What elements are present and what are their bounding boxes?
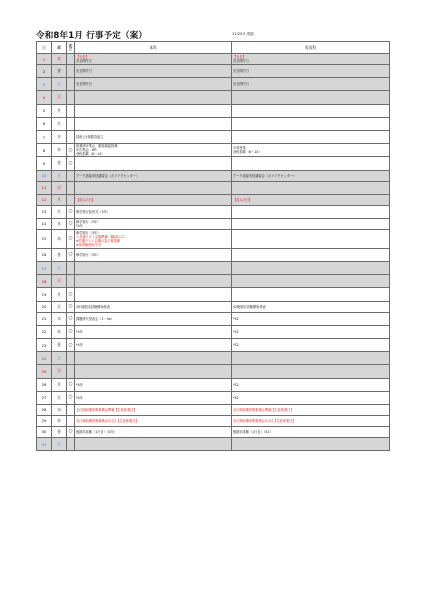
cell-assembly-mark: ○: [67, 288, 75, 301]
cell-assembly-mark: [67, 170, 75, 181]
event-text: S2後期末試験開始発表: [233, 304, 266, 309]
event-text: 全日制前期募集事務会1日目【生徒休業日】: [76, 418, 139, 423]
cell-weekday: 金: [52, 157, 67, 170]
cell-main: [75, 205, 232, 218]
cell-assembly-mark: [67, 404, 75, 415]
event-text: *4年: [76, 223, 83, 228]
as-of-date: 11/25火 現在: [232, 32, 255, 36]
event-text: *S2: [233, 343, 239, 348]
event-text: 登校指導（8～14）: [233, 150, 262, 155]
event-text: 後期末試験（1日目）（S2）: [233, 429, 273, 434]
table-row: [37, 91, 390, 104]
cell-special: [232, 288, 390, 301]
cell-day: 31: [37, 437, 52, 450]
cell-assembly-mark: [67, 365, 75, 378]
cell-weekday: 水: [52, 312, 67, 325]
column-header-mark: 朝会: [67, 42, 75, 54]
cell-weekday: 月: [52, 288, 67, 301]
table-row: [37, 248, 390, 261]
cell-main: [75, 301, 232, 312]
cell-assembly-mark: [67, 91, 75, 104]
cell-special: [232, 415, 390, 426]
cell-weekday: 土: [52, 437, 67, 450]
cell-assembly-mark: [67, 65, 75, 78]
cell-day: 19: [37, 288, 52, 301]
cell-special: [232, 78, 390, 91]
page-title: 令和8年1月 行事予定（案）: [36, 31, 148, 41]
event-text: 平常授業: [233, 146, 246, 151]
cell-assembly-mark: ○: [67, 218, 75, 229]
table-row: [37, 181, 390, 194]
cell-day: 14: [37, 218, 52, 229]
table-row: [37, 378, 390, 391]
cell-day: 2: [37, 65, 52, 78]
cell-main: [75, 391, 232, 404]
event-text: アーク溶接実技講習会（ポリテクセンター）: [233, 173, 297, 178]
event-text: 全日制前期募集事務会準備【生徒休業日】: [233, 407, 294, 412]
cell-special: [232, 312, 390, 325]
cell-weekday: 金: [52, 248, 67, 261]
cell-weekday: 土: [52, 170, 67, 181]
cell-special: [232, 54, 390, 65]
cell-main: [75, 91, 232, 104]
cell-assembly-mark: [67, 130, 75, 143]
cell-main: [75, 157, 232, 170]
cell-weekday: 木: [52, 54, 67, 65]
cell-day: 8: [37, 144, 52, 157]
table-row: [37, 65, 390, 78]
cell-main: [75, 437, 232, 450]
cell-special: [232, 378, 390, 391]
event-text: 【元日】: [233, 55, 246, 59]
cell-day: 16: [37, 248, 52, 261]
cell-weekday: 火: [52, 391, 67, 404]
table-row: [37, 404, 390, 415]
cell-main: [75, 262, 232, 275]
cell-assembly-mark: ○: [67, 301, 75, 312]
table-row: [37, 104, 390, 117]
cell-day: 11: [37, 181, 52, 194]
event-text: 年次集会 HR: [76, 148, 97, 153]
cell-weekday: 金: [52, 426, 67, 437]
table-row: [37, 194, 390, 205]
event-text: 修学旅行結団式（3年）: [76, 209, 110, 214]
cell-day: 3: [37, 78, 52, 91]
table-row: [37, 339, 390, 352]
cell-weekday: 日: [52, 91, 67, 104]
table-row: [37, 325, 390, 338]
cell-day: 22: [37, 325, 52, 338]
cell-weekday: 月: [52, 104, 67, 117]
event-text: 全日制前期募集事務会準備【生徒休業日】: [76, 407, 137, 412]
cell-special: [232, 248, 390, 261]
cell-day: 15: [37, 229, 52, 248]
cell-special: [232, 301, 390, 312]
cell-assembly-mark: [67, 117, 75, 130]
cell-main: [75, 288, 232, 301]
cell-assembly-mark: [67, 352, 75, 365]
table-header-row: [37, 42, 390, 54]
cell-special: [232, 229, 390, 248]
cell-main: [75, 339, 232, 352]
cell-special: [232, 437, 390, 450]
cell-day: 20: [37, 301, 52, 312]
cell-weekday: 月: [52, 194, 67, 205]
cell-main: [75, 352, 232, 365]
cell-weekday: 火: [52, 205, 67, 218]
cell-special: [232, 157, 390, 170]
cell-special: [232, 426, 390, 437]
cell-day: 21: [37, 312, 52, 325]
cell-main: [75, 78, 232, 91]
event-text: ※体育館使用不可: [76, 242, 101, 247]
cell-day: 7: [37, 130, 52, 143]
table-row: [37, 170, 390, 181]
event-text: *S2: [233, 329, 239, 334]
cell-day: 25: [37, 365, 52, 378]
event-text: ※共通テスト会場の為下校指導: [76, 238, 120, 243]
cell-day: 18: [37, 275, 52, 288]
cell-main: [75, 275, 232, 288]
event-text: 全日制前期募集事務会1日目【生徒休業日】: [233, 418, 296, 423]
event-text: *S2: [233, 395, 239, 400]
event-text: 完全閉庁日: [233, 82, 249, 87]
table-row: [37, 391, 390, 404]
event-text: 修学旅行（3年）: [76, 219, 101, 224]
cell-day: 17: [37, 262, 52, 275]
cell-weekday: 木: [52, 415, 67, 426]
cell-assembly-mark: ○: [67, 157, 75, 170]
event-text: *4年: [76, 395, 83, 400]
cell-day: 12: [37, 194, 52, 205]
table-row: [37, 262, 390, 275]
cell-main: [75, 117, 232, 130]
column-header-weekday: 曜: [52, 42, 67, 54]
cell-assembly-mark: [67, 54, 75, 65]
cell-weekday: 水: [52, 404, 67, 415]
cell-day: 4: [37, 91, 52, 104]
cell-special: [232, 205, 390, 218]
table-row: [37, 157, 390, 170]
event-text: 後期末試験（1日目）（4年）: [76, 429, 117, 434]
cell-main: [75, 194, 232, 205]
event-text: *4年: [76, 343, 83, 348]
event-text: ＊共通テスト会場準備（職員のみ）: [76, 234, 127, 239]
event-text: 【成人の日】: [76, 197, 96, 202]
cell-special: [232, 262, 390, 275]
cell-main: [75, 104, 232, 117]
table-row: [37, 426, 390, 437]
cell-weekday: 水: [52, 218, 67, 229]
cell-weekday: 火: [52, 301, 67, 312]
table-row: [37, 415, 390, 426]
event-text: 【成人の日】: [233, 197, 253, 202]
table-row: [37, 218, 390, 229]
cell-day: 10: [37, 170, 52, 181]
cell-main: [75, 312, 232, 325]
cell-special: [232, 391, 390, 404]
cell-weekday: 月: [52, 378, 67, 391]
cell-assembly-mark: [67, 275, 75, 288]
cell-special: [232, 65, 390, 78]
event-text: 完全閉庁日: [76, 59, 92, 63]
cell-weekday: 土: [52, 352, 67, 365]
cell-assembly-mark: [67, 181, 75, 194]
event-text: 完全閉庁日: [233, 69, 249, 74]
cell-weekday: 土: [52, 78, 67, 91]
cell-main: [75, 229, 232, 248]
cell-day: 23: [37, 339, 52, 352]
event-text: 登校指導（8～14）: [76, 152, 105, 157]
cell-assembly-mark: [67, 104, 75, 117]
cell-weekday: 土: [52, 262, 67, 275]
cell-weekday: 日: [52, 181, 67, 194]
cell-assembly-mark: ○: [67, 312, 75, 325]
cell-assembly-mark: ○: [67, 229, 75, 248]
cell-special: [232, 130, 390, 143]
event-text: *S2: [233, 316, 239, 321]
cell-special: [232, 117, 390, 130]
cell-special: [232, 91, 390, 104]
event-text: 修学旅行（3年）: [76, 252, 101, 257]
event-text: 完全閉庁日: [76, 82, 92, 87]
table-row: [37, 437, 390, 450]
cell-assembly-mark: ○: [67, 248, 75, 261]
cell-day: 27: [37, 391, 52, 404]
event-text: 課題研究発表会（1～4a）: [76, 316, 114, 321]
cell-main: [75, 426, 232, 437]
table-row: [37, 352, 390, 365]
cell-day: 1: [37, 54, 52, 65]
cell-special: [232, 170, 390, 181]
cell-day: 28: [37, 404, 52, 415]
cell-assembly-mark: [67, 437, 75, 450]
table-row: [37, 144, 390, 157]
event-text: *4年: [76, 382, 83, 387]
cell-assembly-mark: ○: [67, 325, 75, 338]
table-row: [37, 275, 390, 288]
event-text: 【元日】: [76, 55, 89, 59]
cell-special: [232, 325, 390, 338]
cell-main: [75, 65, 232, 78]
event-text: 4年後期末試験開始発表: [76, 304, 110, 309]
cell-day: 29: [37, 415, 52, 426]
cell-weekday: 木: [52, 229, 67, 248]
column-header-main: 本科: [75, 42, 232, 54]
cell-assembly-mark: [67, 262, 75, 275]
cell-main: [75, 415, 232, 426]
cell-main: [75, 130, 232, 143]
cell-day: 6: [37, 117, 52, 130]
cell-main: [75, 365, 232, 378]
schedule-table: [36, 41, 390, 451]
cell-main: [75, 144, 232, 157]
cell-day: 30: [37, 426, 52, 437]
table-row: [37, 117, 390, 130]
cell-main: [75, 218, 232, 229]
cell-weekday: 日: [52, 275, 67, 288]
cell-main: [75, 248, 232, 261]
event-text: 技術士1級勝負組立: [76, 135, 104, 140]
table-row: [37, 288, 390, 301]
table-row: [37, 54, 390, 65]
cell-assembly-mark: ○: [67, 339, 75, 352]
event-text: *S2: [233, 382, 239, 387]
table-row: [37, 365, 390, 378]
table-row: [37, 205, 390, 218]
cell-main: [75, 181, 232, 194]
event-text: アーク溶接実技講習会（ポリテクセンター）: [76, 173, 140, 178]
table-row: [37, 229, 390, 248]
event-text: 完全閉庁日: [76, 69, 92, 74]
column-header-special: 専攻科: [232, 42, 390, 54]
cell-weekday: 火: [52, 117, 67, 130]
table-row: [37, 301, 390, 312]
cell-weekday: 金: [52, 65, 67, 78]
cell-main: [75, 325, 232, 338]
cell-special: [232, 194, 390, 205]
cell-special: [232, 352, 390, 365]
cell-main: [75, 170, 232, 181]
cell-day: 24: [37, 352, 52, 365]
cell-assembly-mark: ○: [67, 391, 75, 404]
cell-special: [232, 404, 390, 415]
cell-assembly-mark: [67, 194, 75, 205]
cell-main: [75, 378, 232, 391]
cell-assembly-mark: ○: [67, 205, 75, 218]
cell-weekday: 日: [52, 365, 67, 378]
cell-weekday: 木: [52, 325, 67, 338]
cell-assembly-mark: [67, 415, 75, 426]
cell-assembly-mark: ○: [67, 378, 75, 391]
event-text: 修学旅行（3年）: [76, 230, 101, 235]
cell-day: 13: [37, 205, 52, 218]
cell-weekday: 水: [52, 130, 67, 143]
cell-special: [232, 365, 390, 378]
table-row: [37, 130, 390, 143]
cell-special: [232, 144, 390, 157]
cell-weekday: 金: [52, 339, 67, 352]
event-text: *4年: [76, 329, 83, 334]
cell-assembly-mark: ○: [67, 426, 75, 437]
cell-assembly-mark: ○: [67, 144, 75, 157]
cell-assembly-mark: [67, 78, 75, 91]
event-text: 完全閉庁日: [233, 59, 249, 63]
cell-main: [75, 404, 232, 415]
cell-day: 26: [37, 378, 52, 391]
table-row: [37, 78, 390, 91]
cell-special: [232, 104, 390, 117]
cell-day: 9: [37, 157, 52, 170]
cell-special: [232, 275, 390, 288]
cell-special: [232, 339, 390, 352]
cell-special: [232, 181, 390, 194]
column-header-day: 日: [37, 42, 52, 54]
cell-day: 5: [37, 104, 52, 117]
table-row: [37, 312, 390, 325]
cell-main: [75, 54, 232, 65]
cell-weekday: 木: [52, 144, 67, 157]
cell-special: [232, 218, 390, 229]
event-text: 休業明け集会、服装頭髪指導: [76, 144, 118, 149]
